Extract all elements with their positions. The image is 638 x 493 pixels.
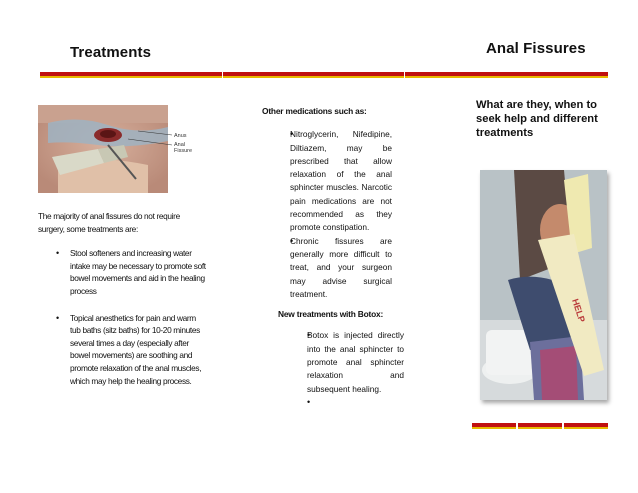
top-rule-1: [40, 72, 222, 78]
botox-heading: New treatments with Botox:: [278, 309, 384, 320]
top-rule-2: [223, 72, 404, 78]
bottom-rule-1: [472, 423, 516, 429]
treatments-text: [38, 210, 208, 397]
figure-label-anus: Anus: [174, 133, 187, 139]
cover-photo: [480, 170, 607, 400]
cover-subtitle: What are they, when to seek help and different treatments: [476, 99, 598, 139]
top-rule-3: [405, 72, 608, 78]
figure-label-anal: Anal: [174, 142, 186, 148]
treatments-heading: Treatments: [70, 44, 152, 61]
anal-fissures-heading: Anal Fissures: [486, 40, 586, 57]
list-item: • Chronic fissures are generally more difficult to treat, and your surgeon may advise surgical treatment.: [262, 235, 392, 301]
cover-illustration: [480, 170, 607, 400]
list-item: [262, 396, 404, 410]
list-item: • Nitroglycerin, Nifedipine, Diltiazem, may be prescribed that allow relaxation of the anal sphincter muscles. Narcotic pain medications are not recommended as they promote constipation.: [262, 128, 392, 234]
other-medications-heading: Other medications such as:: [262, 106, 367, 116]
anal-fissure-illustration: [38, 105, 200, 193]
medications-column: [262, 105, 402, 410]
bottom-rule-2: [518, 423, 562, 429]
photo-sign-text: HELP: [570, 297, 588, 324]
list-item: • Stool softeners and increasing water intake may be necessary to promote soft bowel movements and aid in the healing process: [38, 247, 208, 297]
anal-fissure-photo: [38, 105, 200, 193]
botox-list: [262, 329, 402, 409]
figure-label-fissure: Fissure: [174, 148, 193, 154]
treatments-list: [38, 247, 208, 387]
list-item: • Botox is injected directly into the anal sphincter to promote anal sphincter relaxation and subsequent healing.: [262, 329, 404, 395]
list-item: • Topical anesthetics for pain and warm tub baths (sitz baths) for 10-20 minutes several times a day (especially after bowel movements) are soothing and promote relaxation of the anal muscles, which may help the healing process.: [38, 312, 208, 388]
bottom-rule-3: [564, 423, 608, 429]
other-medications-list: [262, 128, 402, 301]
treatments-intro: The majority of anal fissures do not require surgery, some treatments are:: [38, 211, 180, 234]
